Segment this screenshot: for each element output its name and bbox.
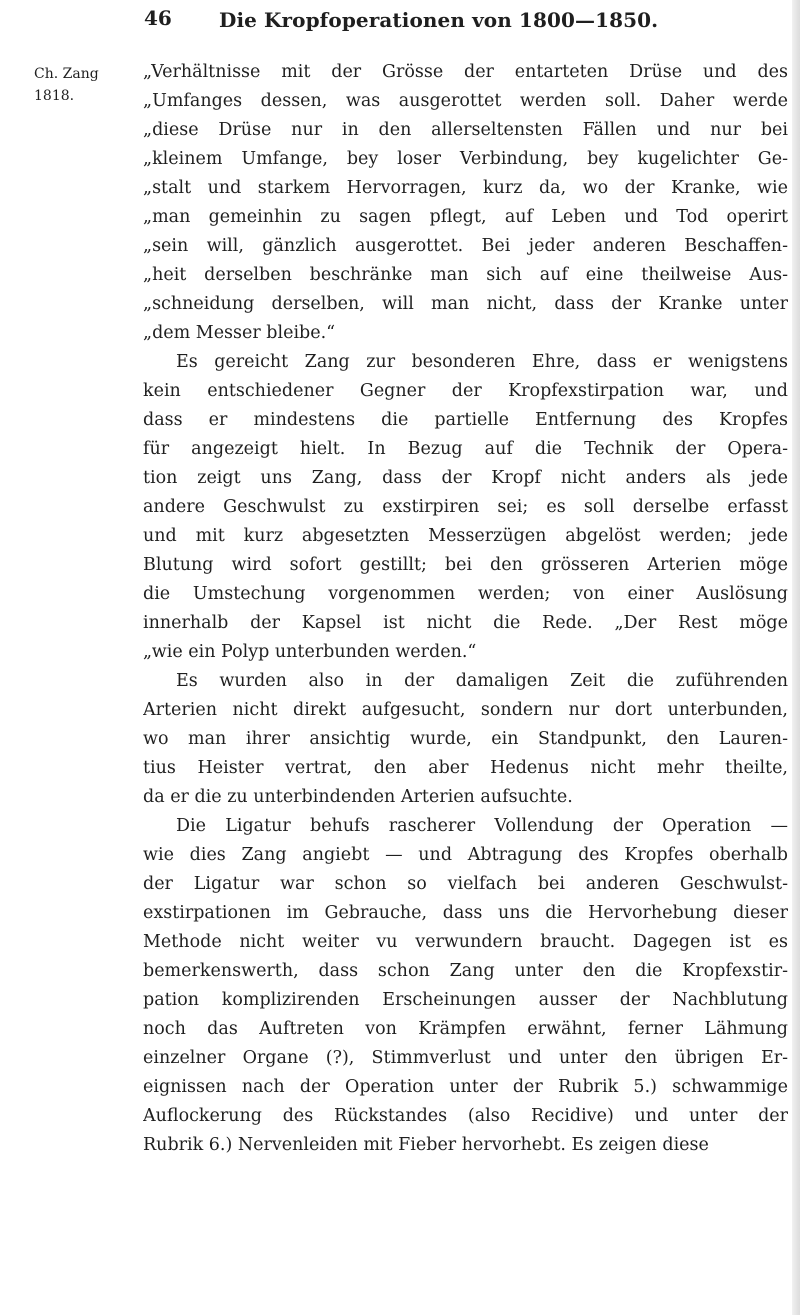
text-line: bemerkenswerth, dass schon Zang unter den die Kropfexstir- [143, 961, 788, 981]
text-line: tion zeigt uns Zang, dass der Kropf nicht anders als jede [143, 468, 788, 488]
text-line: da er die zu unterbindenden Arterien aufsuchte. [143, 787, 573, 807]
body-text [143, 58, 788, 1160]
text-line: Es wurden also in der damaligen Zeit die zuführenden [176, 671, 788, 691]
text-line: tius Heister vertrat, den aber Hedenus nicht mehr theilte, [143, 758, 788, 778]
running-head-title: Die Kropfoperationen von 1800—1850. [219, 8, 659, 32]
text-line: „diese Drüse nur in den allerseltensten Fällen und nur bei [143, 120, 788, 140]
text-line: die Umstechung vorgenommen werden; von einer Auslösung [143, 584, 788, 604]
text-line: wie dies Zang angiebt — und Abtragung des Kropfes oberhalb [143, 845, 788, 865]
text-line: für angezeigt hielt. In Bezug auf die Technik der Opera- [143, 439, 788, 459]
paragraph-ligature [143, 812, 788, 1160]
margin-note [34, 63, 99, 107]
paragraph-arteries [143, 667, 788, 812]
text-line: „schneidung derselben, will man nicht, dass der Kranke unter [143, 294, 788, 314]
text-line: „Verhältnisse mit der Grösse der entarteten Drüse und des [143, 62, 788, 82]
text-line: „heit derselben beschränke man sich auf eine theilweise Aus- [143, 265, 788, 285]
text-line: exstirpationen im Gebrauche, dass uns die Hervorhebung dieser [143, 903, 788, 923]
text-line: innerhalb der Kapsel ist nicht die Rede. „Der Rest möge [143, 613, 788, 633]
text-line: „man gemeinhin zu sagen pflegt, auf Leben und Tod operirt [143, 207, 788, 227]
page-number: 46 [144, 6, 172, 30]
text-line: Rubrik 6.) Nervenleiden mit Fieber hervorhebt. Es zeigen diese [143, 1135, 709, 1155]
text-line: Die Ligatur behufs rascherer Vollendung der Operation — [176, 816, 788, 836]
text-line: „wie ein Polyp unterbunden werden.“ [143, 642, 477, 662]
paragraph-zang-technique [143, 348, 788, 667]
text-line: dass er mindestens die partielle Entfernung des Kropfes [143, 410, 788, 430]
text-line: wo man ihrer ansichtig wurde, ein Standpunkt, den Lauren- [143, 729, 788, 749]
text-line: Arterien nicht direkt aufgesucht, sondern nur dort unterbunden, [143, 700, 788, 720]
text-line: „sein will, gänzlich ausgerottet. Bei jeder anderen Beschaffen- [143, 236, 788, 256]
text-line: Es gereicht Zang zur besonderen Ehre, dass er wenigstens [176, 352, 788, 372]
text-line: Blutung wird sofort gestillt; bei den grösseren Arterien möge [143, 555, 788, 575]
text-line: kein entschiedener Gegner der Kropfexstirpation war, und [143, 381, 788, 401]
text-line: eignissen nach der Operation unter der Rubrik 5.) schwammige [143, 1077, 788, 1097]
margin-note-author: Ch. Zang [34, 66, 99, 82]
text-line: der Ligatur war schon so vielfach bei anderen Geschwulst- [143, 874, 788, 894]
text-line: pation komplizirenden Erscheinungen ausser der Nachblutung [143, 990, 788, 1010]
text-line: einzelner Organe (?), Stimmverlust und unter den übrigen Er- [143, 1048, 788, 1068]
paragraph-quote [143, 58, 788, 348]
text-line: „stalt und starkem Hervorragen, kurz da, wo der Kranke, wie [143, 178, 788, 198]
text-line: andere Geschwulst zu exstirpiren sei; es soll derselbe erfasst [143, 497, 788, 517]
margin-note-year: 1818. [34, 88, 75, 104]
text-line: und mit kurz abgesetzten Messerzügen abgelöst werden; jede [143, 526, 788, 546]
text-line: „Umfanges dessen, was ausgerottet werden soll. Daher werde [143, 91, 788, 111]
text-line: „dem Messer bleibe.“ [143, 323, 336, 343]
text-line: Methode nicht weiter vu verwundern braucht. Dagegen ist es [143, 932, 788, 952]
text-line: noch das Auftreten von Krämpfen erwähnt, ferner Lähmung [143, 1019, 788, 1039]
text-line: Auflockerung des Rückstandes (also Recidive) und unter der [143, 1106, 788, 1126]
text-line: „kleinem Umfange, bey loser Verbindung, bey kugelichter Ge- [143, 149, 788, 169]
